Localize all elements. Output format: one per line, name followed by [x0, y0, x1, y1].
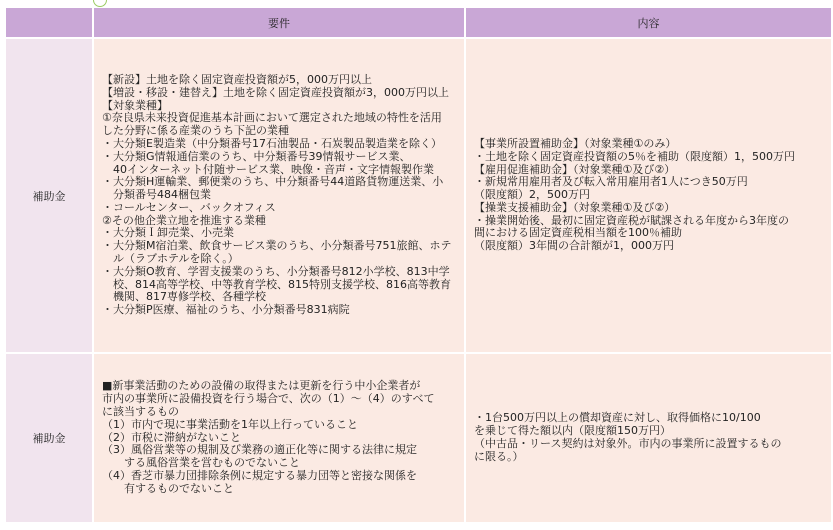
table-row — [6, 39, 831, 352]
text-line: （4）香芝市暴力団排除条例に規定する暴力団等と密接な関係を — [102, 468, 417, 482]
requirements-text — [94, 374, 464, 501]
text-line: ル（ラブホテルを除く。） — [102, 252, 239, 266]
text-line: ・大分類Ｉ卸売業、小売業 — [102, 226, 234, 240]
text-line: 【雇用促進補助金】（対象業種①及び②） — [474, 162, 676, 176]
header-contents: 内容 — [466, 8, 831, 37]
contents-cell — [466, 354, 831, 522]
text-line: ■新事業活動のための設備の取得または更新を行う中小企業者が — [102, 379, 421, 393]
contents-text — [466, 132, 831, 259]
row-label: 補助金 — [6, 354, 92, 522]
text-line: ②その他企業立地を推進する業種 — [102, 213, 266, 227]
header-requirements: 要件 — [94, 8, 464, 37]
text-line: ①奈良県未来投資促進基本計画において選定された地域の特性を活用 — [102, 111, 442, 125]
text-line: に該当するもの — [102, 405, 179, 418]
text-line: 間における固定資産税相当額を100％補助 — [474, 226, 682, 240]
text-line: ・操業開始後、最初に固定資産税が賦課される年度から3年度の — [474, 213, 789, 227]
text-line: に限る。） — [474, 449, 524, 463]
text-line: した分野に係る産業のうち下記の業種 — [102, 124, 289, 138]
text-line: （限度額）2，500万円 — [474, 188, 590, 202]
text-line: 分類番号484梱包業 — [102, 188, 211, 202]
text-line: （中古品・リース契約は対象外。市内の事業所に設置するもの — [474, 437, 782, 450]
text-line: 【事業所設置補助金】（対象業種①のみ） — [474, 136, 677, 150]
text-line: 【新設】土地を除く固定資産投資額が5，000万円以上 — [102, 72, 372, 86]
text-line: （1）市内で現に事業活動を1年以上行っていること — [102, 417, 358, 431]
requirements-cell — [94, 39, 464, 352]
contents-text — [466, 406, 831, 469]
requirements-text — [94, 68, 464, 323]
text-line: 機関、817専修学校、各種学校 — [102, 290, 266, 304]
text-line: ・1台500万円以上の償却資産に対し、取得価格に10/100 — [474, 411, 761, 425]
text-line: 40インターネット付随サービス業、映像・音声・文字情報製作業 — [102, 162, 435, 176]
text-line: （限度額）3年間の合計額が1，000万円 — [474, 239, 674, 253]
text-line: ・大分類O教育、学習支援業のうち、小分類番号812小学校、813中学 — [102, 264, 450, 278]
text-line: 市内の事業所に設備投資を行う場合で、次の（1）～（4）のすべて — [102, 392, 435, 406]
text-line: ・土地を除く固定資産投資額の5％を補助（限度額）1，500万円 — [474, 149, 795, 163]
text-line: 有するものでないこと — [102, 481, 234, 495]
text-line: ・大分類G情報通信業のうち、中分類番号39情報サービス業、 — [102, 149, 411, 163]
text-line: （3）風俗営業等の規制及び業務の適正化等に関する法律に規定 — [102, 443, 417, 457]
text-line: ・大分類P医療、福祉のうち、小分類番号831病院 — [102, 303, 350, 317]
requirements-cell — [94, 354, 464, 522]
text-line: 【操業支援補助金】（対象業種①及び②） — [474, 200, 676, 214]
text-line: を乗じて得た額以内（限度額150万円） — [474, 424, 671, 438]
text-line: ・大分類H運輸業、郵便業のうち、中分類番号44道路貨物運送業、小 — [102, 175, 444, 189]
text-line: ・大分類E製造業（中分類番号17石油製品・石炭製品製造業を除く） — [102, 136, 442, 150]
row-label: 補助金 — [6, 39, 92, 352]
subsidy-table — [4, 6, 833, 524]
text-line: ・大分類M宿泊業、飲食サービス業のうち、小分類番号751旅館、ホテ — [102, 239, 452, 253]
text-line: 校、814高等学校、中等教育学校、815特別支援学校、816高等教育 — [102, 277, 451, 291]
text-line: （2）市税に滞納がないこと — [102, 430, 241, 444]
header-row — [6, 8, 831, 37]
text-line: ・コールセンター、バックオフィス — [102, 200, 276, 214]
text-line: 【対象業種】 — [102, 98, 168, 112]
header-blank-cell — [6, 8, 92, 37]
table-row — [6, 354, 831, 522]
text-line: する風俗営業を営むものでないこと — [102, 456, 300, 470]
text-line: ・新規常用雇用者及び転入常用雇用者1人につき50万円 — [474, 175, 748, 189]
contents-cell — [466, 39, 831, 352]
text-line: 【増設・移設・建替え】土地を除く固定資産投資額が3，000万円以上 — [102, 85, 449, 99]
